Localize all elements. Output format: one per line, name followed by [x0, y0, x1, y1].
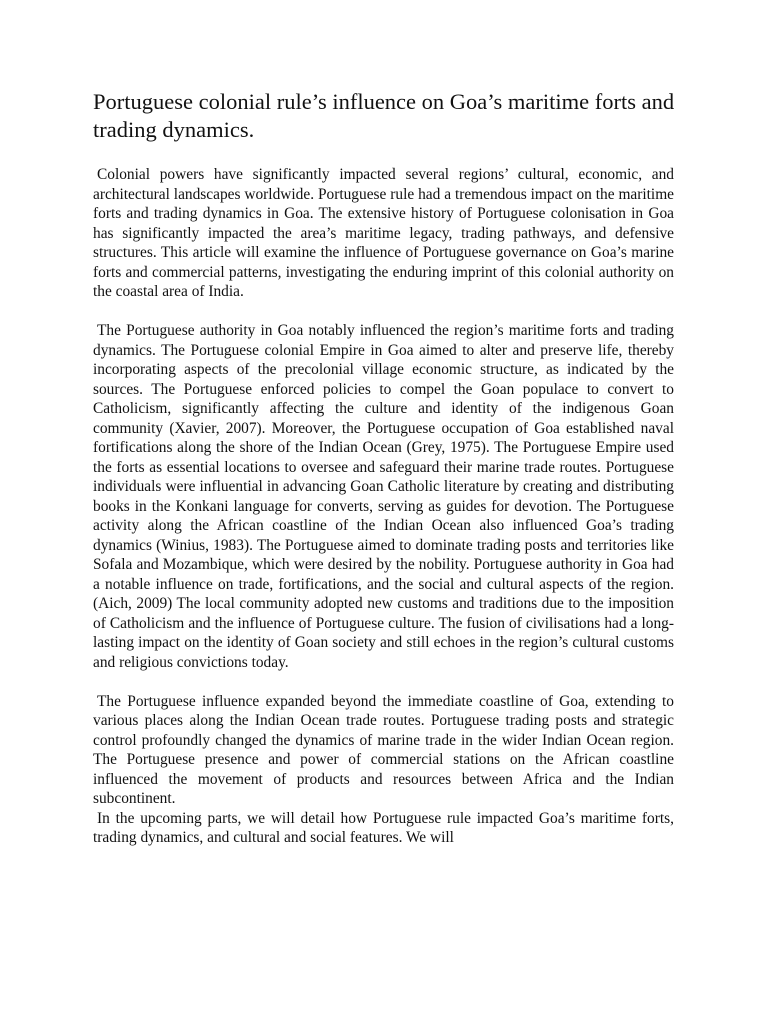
paragraph-upcoming: In the upcoming parts, we will detail how Portuguese rule impacted Goa’s maritime forts, trading dynamics, and cultural and social features. We will [93, 809, 674, 846]
paragraph-authority: The Portuguese authority in Goa notably influenced the region’s maritime forts and trading dynamics. The Portuguese colonial Empire in Goa aimed to alter and preserve life, thereby incorporating aspects of the precolonial village economic structure, as indicated by the sources. The Portuguese enforced policies to compel the Goan populace to convert to Catholicism, significantly affecting the culture and identity of the indigenous Goan community (Xavier, 2007). Moreover, the Portuguese occupation of Goa established naval fortifications along the shore of the Indian Ocean (Grey, 1975). The Portuguese Empire used the forts as essential locations to oversee and safeguard their marine trade routes. Portuguese individuals were influential in advancing Goan Catholic literature by creating and distributing books in the Konkani language for converts, serving as guides for devotion. The Portuguese activity along the African coastline of the Indian Ocean also influenced Goa’s trading dynamics (Winius, 1983). The Portuguese aimed to dominate trading posts and territories like Sofala and Mozambique, which were desired by the nobility. Portuguese authority in Goa had a notable influence on trade, fortifications, and the social and cultural aspects of the region. (Aich, 2009) The local community adopted new customs and traditions due to the imposition of Catholicism and the influence of Portuguese culture. The fusion of civilisations had a long-lasting impact on the identity of Goan society and still echoes in the region’s cultural customs and religious convictions today. [93, 322, 674, 671]
paragraph-intro: Colonial powers have significantly impacted several regions’ cultural, economic, and architectural landscapes worldwide. Portuguese rule had a tremendous impact on the maritime forts and trading dynamics in Goa. The extensive history of Portuguese colonisation in Goa has significantly impacted the area’s maritime legacy, trading pathways, and defensive structures. This article will examine the influence of Portuguese governance on Goa’s marine forts and commercial patterns, investigating the enduring imprint of this colonial authority on the coastal area of India. [93, 166, 674, 300]
document-title: Portuguese colonial rule’s influence on Goa’s maritime forts and trading dynamics. [93, 89, 675, 142]
document-body [93, 165, 674, 848]
paragraph-influence: The Portuguese influence expanded beyond the immediate coastline of Goa, extending to various places along the Indian Ocean trade routes. Portuguese trading posts and strategic control profoundly changed the dynamics of marine trade in the wider Indian Ocean region. The Portuguese presence and power of commercial stations on the African coastline influenced the movement of products and resources between Africa and the Indian subcontinent. [93, 692, 674, 807]
